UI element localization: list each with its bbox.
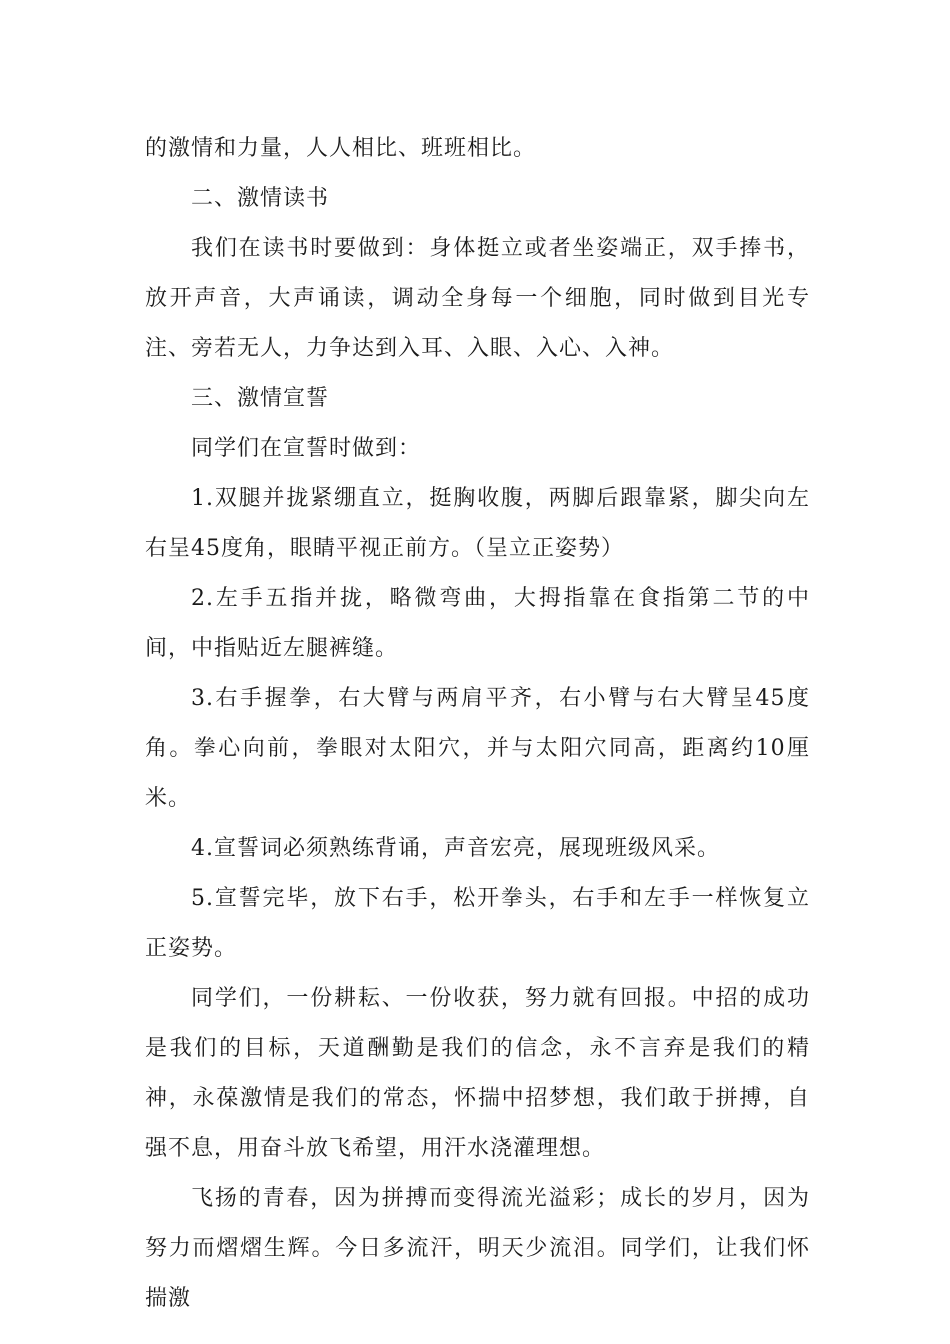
paragraph-continuation: 的激情和力量，人人相比、班班相比。	[145, 136, 537, 161]
section-heading-oath: 三、激情宣誓	[191, 386, 330, 411]
list-item-oath-1: 1.双腿并拢紧绷直立，挺胸收腹，两脚后跟靠紧，脚尖向左右呈45度角，眼睛平视正前方。（呈立正姿势）	[145, 486, 810, 561]
paragraph-reading: 我们在读书时要做到：身体挺立或者坐姿端正，双手捧书，放开声音，大声诵读，调动全身每一个细胞，同时做到目光专注、旁若无人，力争达到入耳、入眼、入心、入神。	[145, 236, 810, 361]
list-item-oath-2: 2.左手五指并拢，略微弯曲，大拇指靠在食指第二节的中间，中指贴近左腿裤缝。	[145, 586, 810, 661]
list-item-oath-4: 4.宣誓词必须熟练背诵，声音宏亮，展现班级风采。	[191, 836, 720, 861]
list-item-oath-3: 3.右手握拳，右大臂与两肩平齐，右小臂与右大臂呈45度角。拳心向前，拳眼对太阳穴，并与太阳穴同高，距离约10厘米。	[145, 686, 810, 811]
paragraph-oath-intro: 同学们在宣誓时做到：	[191, 436, 422, 461]
paragraph-encouragement: 同学们，一份耕耘、一份收获，努力就有回报。中招的成功是我们的目标，天道酬勤是我们的信念，永不言弃是我们的精神，永葆激情是我们的常态，怀揣中招梦想，我们敢于拼搏，自强不息，用奋斗放飞希望，用汗水浇灌理想。	[145, 986, 810, 1161]
list-item-oath-5: 5.宣誓完毕，放下右手，松开拳头，右手和左手一样恢复立正姿势。	[145, 886, 810, 961]
document-body	[145, 124, 810, 1324]
paragraph-closing: 飞扬的青春，因为拼搏而变得流光溢彩；成长的岁月，因为努力而熠熠生辉。今日多流汗，明天少流泪。同学们，让我们怀揣激	[145, 1186, 810, 1311]
section-heading-reading: 二、激情读书	[191, 186, 330, 211]
